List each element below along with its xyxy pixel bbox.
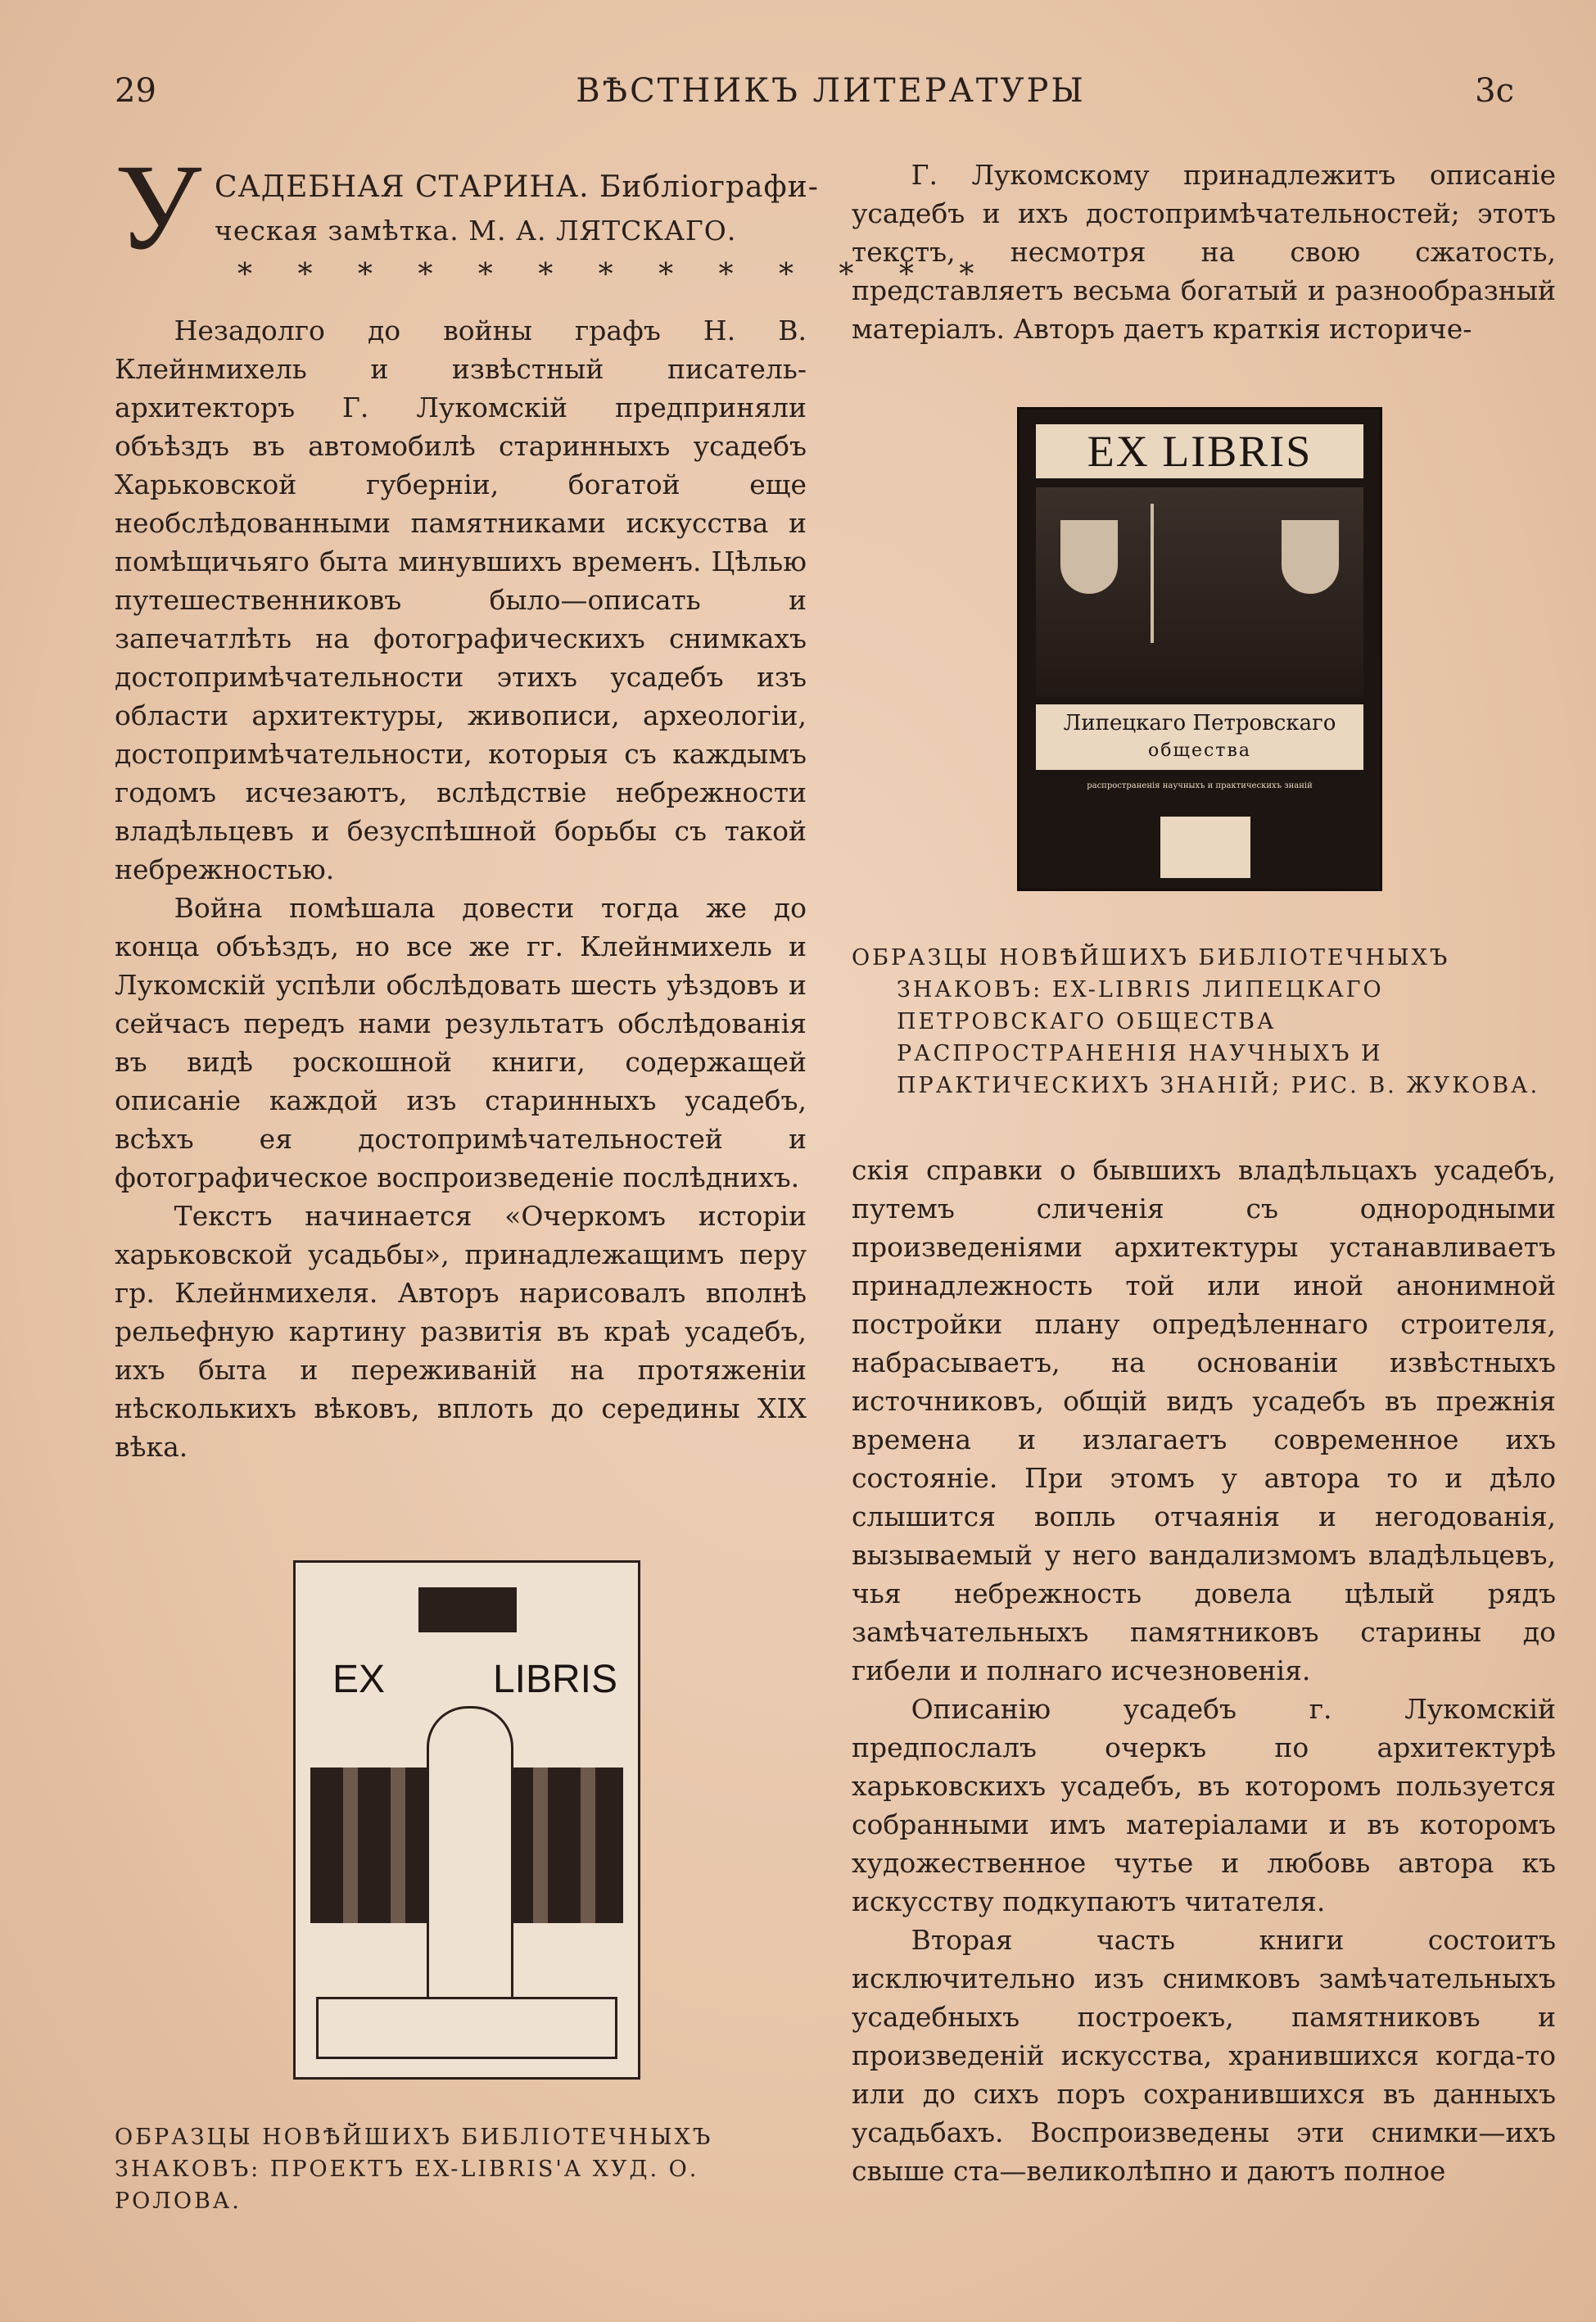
woman-figure-icon bbox=[427, 1706, 513, 2039]
coat-of-arms-icon bbox=[1282, 520, 1339, 594]
ex-label: EX bbox=[332, 1658, 386, 1701]
caption-line: ЗНАКОВЪ: EX-LIBRIS ЛИПЕЦКАГО ПЕТРОВСКАГО ОБЩЕСТВА РАСПРОСТРАНЕНІЯ НАУЧНЫХЪ И ПРАКТИЧЕСКИХЪ ЗНАНІЙ; РИС. В. ЖУКОВА. bbox=[897, 977, 1540, 1098]
figure-caption-right bbox=[852, 942, 1556, 1102]
society-sub: общества bbox=[1148, 740, 1251, 761]
left-column bbox=[115, 139, 992, 1466]
paragraph: Текстъ начинается «Очеркомъ исторіи харьковской усадьбы», принадлежащимъ перу гр. Клейнмихеля. Авторъ нарисовалъ вполнѣ рельефную картину развитія въ краѣ усадебъ, ихъ быта и переживаній на протяженіи нѣсколькихъ вѣковъ, вплоть до середины XIX вѣка. bbox=[115, 1200, 807, 1463]
paragraph: скія справки о бывшихъ владѣльцахъ усадебъ, путемъ сличенія съ однородными произведеніями архитектуры устанавливаетъ принадлежность той или иной анонимной постройки плану опредѣленнаго строителя, набрасываетъ, на основаніи извѣстныхъ источниковъ, общій видъ усадебъ въ прежнія времена и излагаетъ современное ихъ состояніе. При этомъ у автора то и дѣло слышится вопль отчаянія и негодованія, вызываемый у него вандализмомъ владѣльцевъ, чья небрежность довела цѣлый рядъ замѣчательныхъ памятниковъ старины до гибели и полнаго исчезновенія. bbox=[852, 1154, 1556, 1686]
paragraph: Вторая часть книги состоитъ исключительно изъ снимковъ замѣчательныхъ усадебныхъ построекъ, памятниковъ и произведеній искусства, хранившихся когда-то или до сихъ поръ сохранившихся въ данныхъ усадьбахъ. Воспроизведены эти снимки—ихъ свыше ста—великолѣпно и даютъ полное bbox=[852, 1924, 1556, 2187]
caption-line: ОБРАЗЦЫ НОВѢЙШИХЪ БИБЛІОТЕЧНЫХЪ bbox=[115, 2125, 713, 2150]
right-column-top bbox=[852, 156, 1556, 348]
ship-icon bbox=[1151, 504, 1252, 643]
running-title: ВѢСТНИКЪ ЛИТЕРАТУРЫ bbox=[576, 72, 1086, 110]
paragraph: Г. Лукомскому принадлежитъ описаніе усадебъ и ихъ достопримѣчательностей; этотъ текстъ, несмотря на свою сжатость, представляетъ весьма богатый и разнообразный матеріалъ. Авторъ даетъ краткія историче- bbox=[852, 159, 1556, 345]
libris-label: LIBRIS bbox=[492, 1658, 617, 1701]
paragraph: Война помѣшала довести тогда же до конца объѣздъ, но все же гг. Клейнмихель и Лукомскій успѣли обслѣдовать шесть уѣздовъ и сейчасъ передъ нами результатъ обслѣдованія въ видѣ роскошной книги, содержащей описаніе каждой изъ старинныхъ усадебъ, всѣхъ ея достопримѣчательностей и фотографическое воспроизведеніе послѣднихъ. bbox=[115, 892, 807, 1193]
paragraph: Незадолго до войны графъ Н. В. Клейнмихель и извѣстный писатель-архитекторъ Г. Лукомскій предприняли объѣздъ въ автомобилѣ старинныхъ усадебъ Харьковской губерніи, богатой еще необслѣдованными памятниками искусства и помѣщичьяго быта минувшихъ временъ. Цѣлью путешественниковъ было—описать и запечатлѣть на фотографическихъ снимкахъ достопримѣчательности этихъ усадебъ изъ области архитектуры, живописи, археологіи, достопримѣчательности, которыя съ каждымъ годомъ исчезаютъ, вслѣдствіе небрежности владѣльцевъ и безуспѣшной борьбы съ такой небрежностью. bbox=[115, 315, 807, 885]
society-name: Липецкаго Петровскаго bbox=[1063, 711, 1336, 736]
ship-illustration bbox=[1036, 487, 1363, 696]
blank-panel bbox=[316, 1997, 617, 2059]
article-subtitle: ческая замѣтка. М. А. ЛЯТСКАГО. bbox=[215, 215, 737, 247]
ex-libris-label: EX LIBRIS bbox=[1036, 424, 1363, 478]
page-header bbox=[115, 72, 1547, 121]
paragraph: Описанію усадебъ г. Лукомскій предпослалъ очеркъ по архитектурѣ харьковскихъ усадебъ, въ которомъ пользуется собранными имъ матеріалами и въ которомъ художественное чутье и любовь автора къ искусству подкупаютъ читателя. bbox=[852, 1693, 1556, 1917]
ex-libris-lipetsk-image bbox=[1017, 407, 1382, 891]
page-number-right: 3с bbox=[1475, 72, 1514, 110]
caption-line: ЗНАКОВЪ: ПРОЕКТЪ EX-LIBRIS'А ХУД. О. РОЛОВА. bbox=[115, 2157, 699, 2214]
page-number-left: 29 bbox=[115, 72, 156, 110]
blank-panel bbox=[1159, 815, 1252, 880]
coat-of-arms-icon bbox=[1060, 520, 1118, 594]
society-tagline: распространенія научныхъ и практическихъ знаній bbox=[1087, 781, 1313, 790]
article-title: САДЕБНАЯ СТАРИНА. Библіографи- bbox=[215, 170, 819, 204]
society-label bbox=[1036, 704, 1363, 770]
article-title-block bbox=[115, 139, 992, 311]
right-column-bottom bbox=[852, 1151, 1556, 2190]
caption-line: ОБРАЗЦЫ НОВѢЙШИХЪ БИБЛІОТЕЧНЫХЪ bbox=[852, 945, 1450, 971]
drop-cap: У bbox=[115, 139, 202, 275]
crown-icon bbox=[418, 1587, 517, 1632]
figure-caption-left bbox=[115, 2121, 811, 2217]
ex-libris-rolov-image bbox=[293, 1560, 640, 2080]
star-divider: * * * * * * * * * * * * * bbox=[237, 258, 992, 292]
